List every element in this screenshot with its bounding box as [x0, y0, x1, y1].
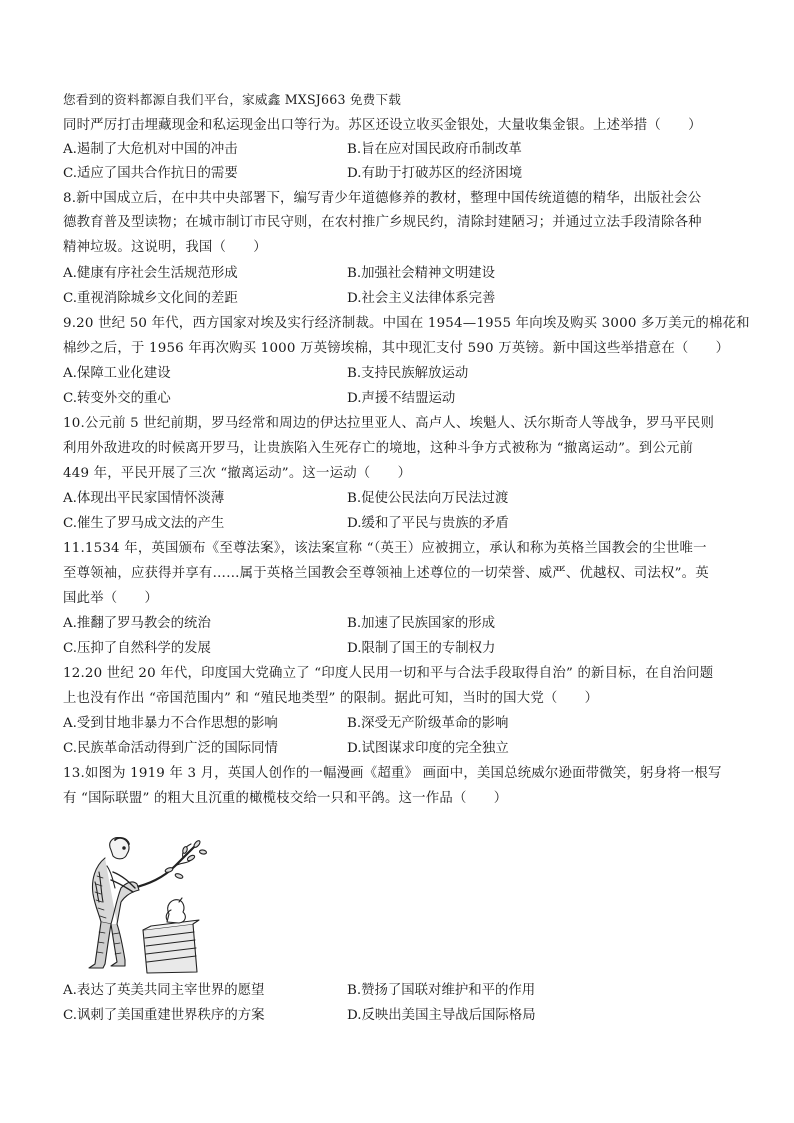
q9-option-d: D.声援不结盟运动: [347, 391, 456, 406]
q10-option-d: D.缓和了平民与贵族的矛盾: [347, 516, 509, 531]
q9-option-b: B.支持民族解放运动: [347, 366, 469, 381]
q8-option-d: D.社会主义法律体系完善: [347, 291, 496, 306]
q13-option-a: A.表达了英美共同主宰世界的愿望: [63, 983, 265, 998]
q8-option-a: A.健康有序社会生活规范形成: [63, 266, 238, 281]
q11-option-b: B.加速了民族国家的形成: [347, 616, 496, 631]
q12-stem-line-1: 12.20 世纪 20 年代，印度国大党确立了 “印度人民用一切和平与合法手段取得自治” 的新目标，在自治问题: [63, 666, 714, 681]
q11-option-a: A.推翻了罗马教会的统治: [63, 616, 211, 631]
q8-stem-line-3: 精神垃圾。这说明，我国（ ）: [63, 240, 267, 255]
q12-option-a: A.受到甘地非暴力不合作思想的影响: [63, 716, 278, 731]
q11-stem-line-3: 国此举（ ）: [63, 591, 159, 606]
q13-stem-line-2: 有 “国际联盟” 的粗大且沉重的橄榄枝交给一只和平鸽。这一作品（ ）: [63, 791, 508, 806]
q10-stem-line-1: 10.公元前 5 世纪前期，罗马经常和周边的伊达拉里亚人、高卢人、埃魁人、沃尔斯奇人等战争，罗马平民则: [63, 416, 715, 431]
cartoon-illustration: [71, 832, 217, 974]
q13-option-c: C.讽刺了美国重建世界秩序的方案: [63, 1008, 265, 1023]
q11-option-d: D.限制了国王的专制权力: [347, 641, 496, 656]
q12-option-b: B.深受无产阶级革命的影响: [347, 716, 509, 731]
q8-option-c: C.重视消除城乡文化间的差距: [63, 291, 238, 306]
q7-option-c: C.适应了国共合作抗日的需要: [63, 166, 238, 181]
q9-stem-line-2: 棉纱之后，于 1956 年再次购买 1000 万英镑埃棉，其中现汇支付 590 万英镑。新中国这些举措意在（ ）: [63, 341, 730, 356]
q9-option-c: C.转变外交的重心: [63, 391, 171, 406]
q8-stem-line-2: 德教育普及型读物；在城市制订市民守则，在农村推广乡规民约，清除封建陋习；并通过立法手段清除各种: [63, 215, 702, 230]
q8-option-b: B.加强社会精神文明建设: [347, 266, 496, 281]
q9-option-a: A.保障工业化建设: [63, 366, 171, 381]
q13-stem-line-1: 13.如图为 1919 年 3 月，英国人创作的一幅漫画《超重》 画面中，美国总统威尔逊面带微笑，躬身将一根写: [63, 766, 722, 781]
q13-option-d: D.反映出美国主导战后国际格局: [347, 1008, 536, 1023]
q7-option-b: B.旨在应对国民政府币制改革: [347, 142, 522, 157]
q12-stem-line-2: 上也没有作出 “帝国范围内” 和 “殖民地类型” 的限制。据此可知，当时的国大党（ ）: [63, 691, 599, 706]
q10-stem-line-3: 449 年，平民开展了三次 “撤离运动”。这一运动（ ）: [63, 466, 412, 481]
q11-option-c: C.压抑了自然科学的发展: [63, 641, 211, 656]
q12-option-d: D.试图谋求印度的完全独立: [347, 741, 509, 756]
q7-stem-tail: 同时严厉打击埋藏现金和私运现金出口等行为。苏区还设立收买金银处，大量收集金银。上述举措（ ）: [63, 118, 702, 133]
q7-option-d: D.有助于打破苏区的经济困境: [347, 166, 523, 181]
q8-stem-line-1: 8.新中国成立后，在中共中央部署下，编写青少年道德修养的教材，整理中国传统道德的精华，出版社会公: [63, 191, 702, 206]
q11-stem-line-1: 11.1534 年，英国颁布《至尊法案》，该法案宣称 “（英王）应被拥立，承认和称为英格兰国教会的尘世唯一: [63, 541, 707, 556]
q9-stem-line-1: 9.20 世纪 50 年代，西方国家对埃及实行经济制裁。中国在 1954—1955 年向埃及购买 3000 多万美元的棉花和: [63, 316, 750, 331]
q12-option-c: C.民族革命活动得到广泛的国际同情: [63, 741, 278, 756]
q10-option-c: C.催生了罗马成文法的产生: [63, 516, 225, 531]
q13-option-b: B.赞扬了国联对维护和平的作用: [347, 983, 536, 998]
q7-option-a: A.遏制了大危机对中国的冲击: [63, 142, 238, 157]
q11-stem-line-2: 至尊领袖，应获得并享有……属于英格兰国教会至尊领袖上述尊位的一切荣誉、威严、优越权、司法权”。英: [63, 566, 709, 581]
q10-stem-line-2: 利用外敌进攻的时候离开罗马，让贵族陷入生死存亡的境地，这种斗争方式被称为 “撤离运动”。到公元前: [63, 441, 694, 456]
q10-option-b: B.促使公民法向万民法过渡: [347, 491, 509, 506]
header-note: 您看到的资料都源自我们平台，家威鑫 MXSJ663 免费下载: [63, 92, 402, 107]
q10-option-a: A.体现出平民家国情怀淡薄: [63, 491, 225, 506]
